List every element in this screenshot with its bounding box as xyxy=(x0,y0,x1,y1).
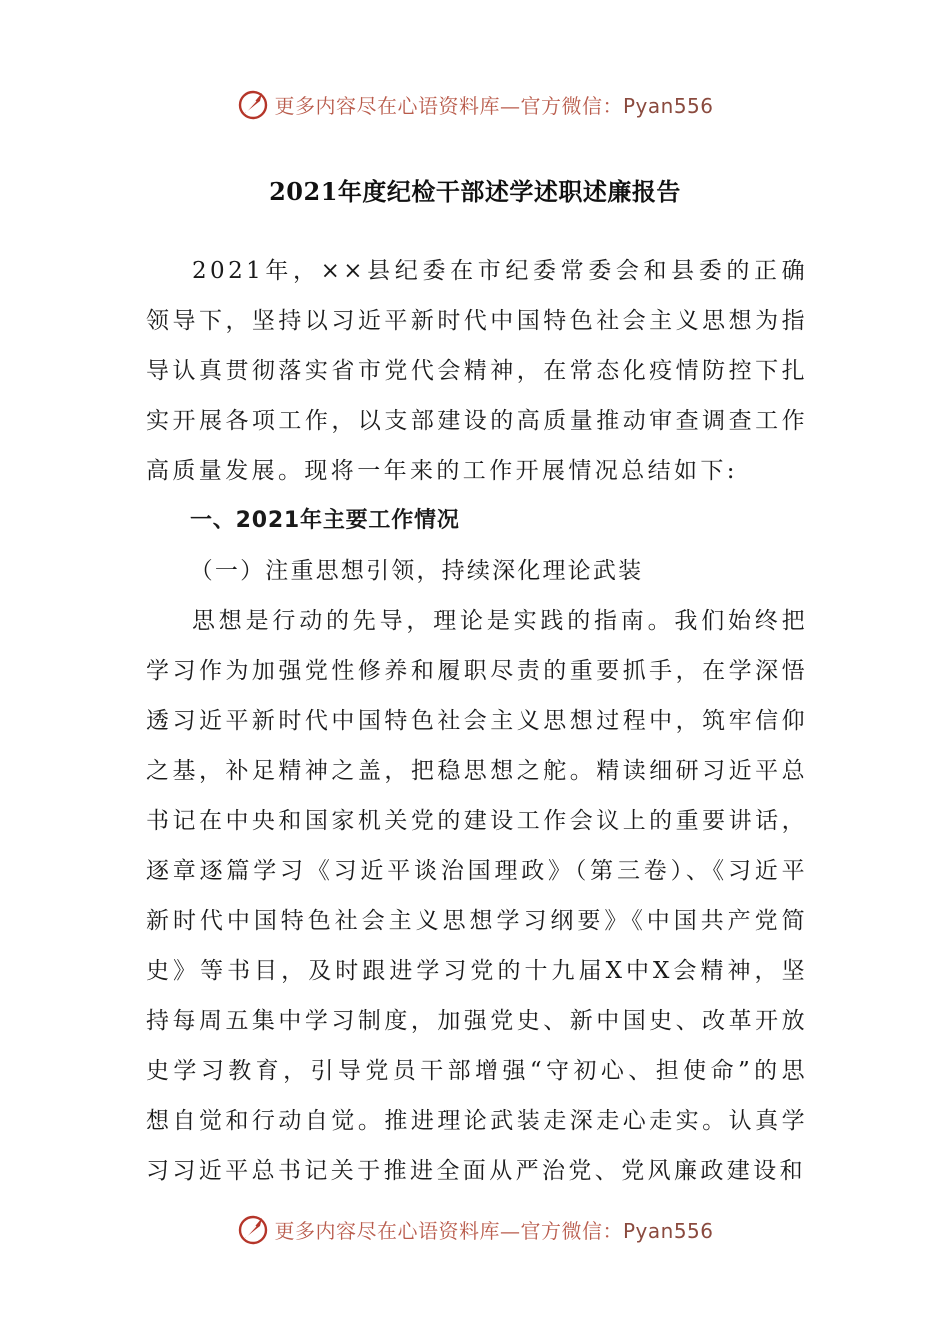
wechat-id: Pyan556 xyxy=(622,1218,714,1243)
section-heading: 一、2021年主要工作情况 xyxy=(190,508,460,533)
subsection-heading: （一）注重思想引领，持续深化理论武装 xyxy=(189,558,644,584)
wechat-id: Pyan556 xyxy=(622,93,714,118)
intro-paragraph: 2021年，××县纪委在市纪委常委会和县委的正确领导下，坚持以习近平新时代中国特色社会主义思想为指导认真贯彻落实省市党代会精神，在常态化疫情防控下扎实开展各项工作，以支部建设的高质量推动审查调查工作高质量发展。现将一年来的工作开展情况总结如下: xyxy=(146,258,808,484)
quill-logo-icon xyxy=(236,1212,270,1246)
watermark-text: 更多内容尽在心语资料库—官方微信：Pyan556 xyxy=(274,1218,714,1243)
watermark-text: 更多内容尽在心语资料库—官方微信：Pyan556 xyxy=(274,93,714,118)
document-title: 2021年度纪检干部述学述职述廉报告 xyxy=(269,177,681,206)
watermark-banner-top xyxy=(0,84,950,124)
quill-logo-icon xyxy=(236,87,270,121)
watermark-banner-bottom xyxy=(0,1209,950,1249)
document-body xyxy=(146,246,808,1196)
body-paragraph: 思想是行动的先导，理论是实践的指南。我们始终把学习作为加强党性修养和履职尽责的重要抓手，在学深悟透习近平新时代中国特色社会主义思想过程中，筑牢信仰之基，补足精神之盖，把稳思想之舵。精读细研习近平总书记在中央和国家机关党的建设工作会议上的重要讲话，逐章逐篇学习《习近平谈治国理政》（第三卷）、《习近平新时代中国特色社会主义思想学习纲要》《中国共产党简史》等书目，及时跟进学习党的十九届X中X会精神，坚持每周五集中学习制度，加强党史、新中国史、改革开放史学习教育，引导党员干部增强“守初心、担使命”的思想自觉和行动自觉。推进理论武装走深走心走实。认真学习习近平总书记关于推进全面从严治党、党风廉政建设和 xyxy=(146,608,808,1184)
